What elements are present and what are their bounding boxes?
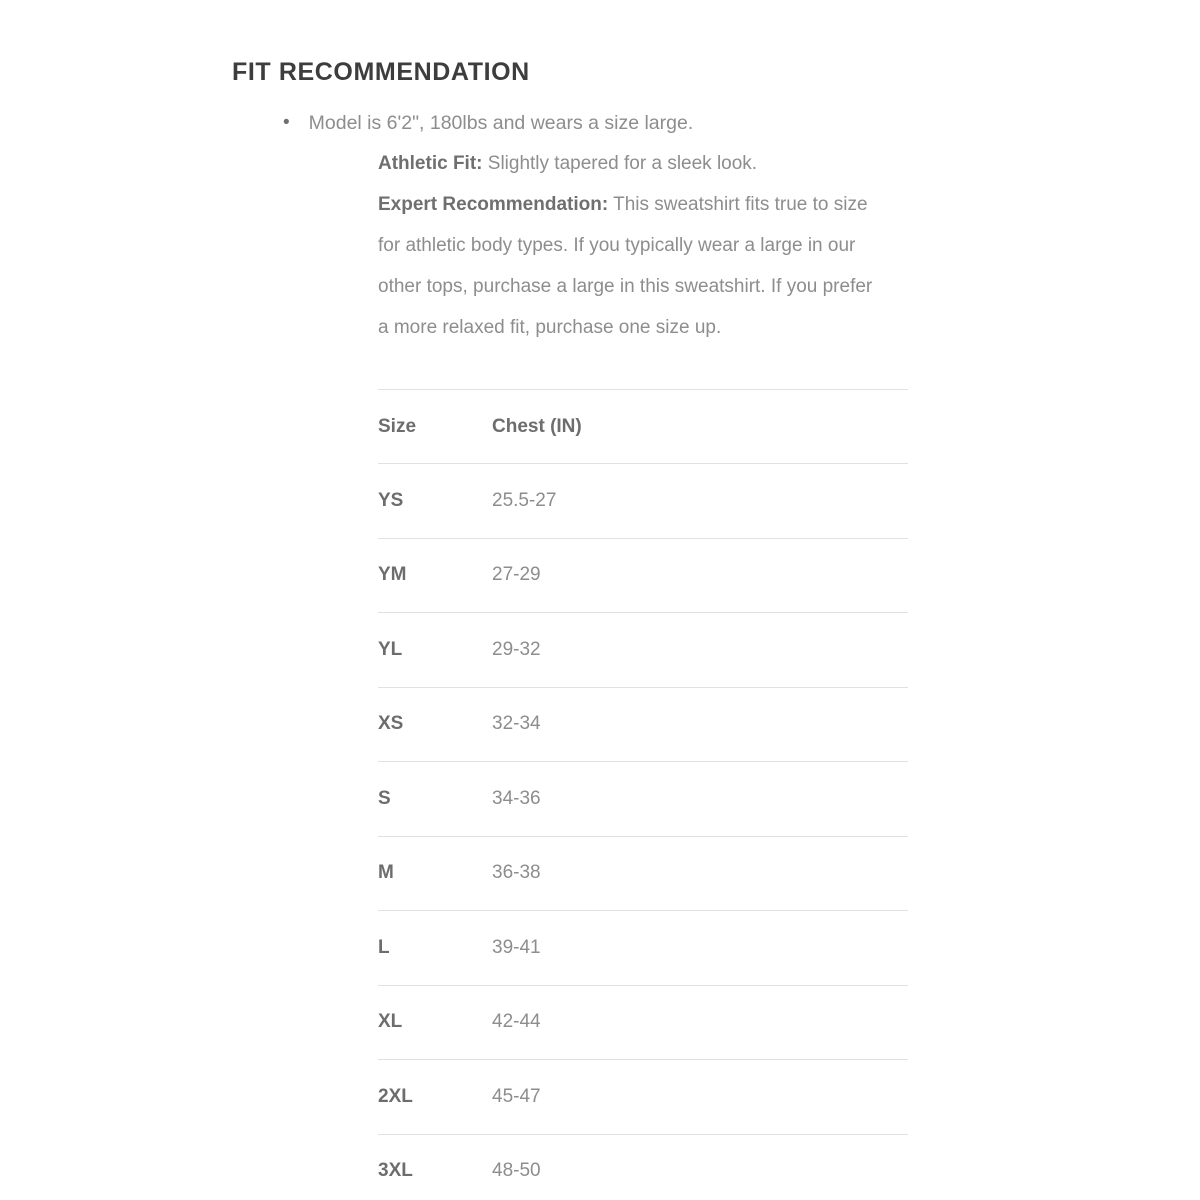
table-row (378, 463, 908, 538)
size-cell: 2XL (378, 1085, 413, 1107)
chest-cell: 27-29 (492, 564, 541, 586)
chest-cell: 45-47 (492, 1085, 541, 1107)
size-column-header: Size (378, 415, 417, 437)
table-header-row (378, 389, 908, 463)
chest-cell: 29-32 (492, 638, 541, 660)
size-cell: L (378, 936, 390, 958)
athletic-fit-text: Slightly tapered for a sleek look. (482, 153, 758, 174)
table-row (378, 985, 908, 1060)
chest-cell: 32-34 (492, 713, 541, 735)
size-cell: 3XL (378, 1160, 413, 1182)
chest-cell: 25.5-27 (492, 489, 557, 511)
model-note-text: Model is 6'2", 180lbs and wears a size large. (308, 112, 694, 134)
size-cell: YM (378, 564, 407, 586)
chest-cell: 39-41 (492, 936, 541, 958)
size-cell: YS (378, 489, 404, 511)
table-row (378, 761, 908, 836)
table-row (378, 687, 908, 762)
size-chart-table (378, 389, 908, 1200)
table-row (378, 1134, 908, 1200)
size-cell: XS (378, 713, 404, 735)
size-cell: YL (378, 638, 403, 660)
table-row (378, 612, 908, 687)
bullet-icon: • (283, 112, 290, 133)
section-title: FIT RECOMMENDATION (232, 57, 530, 86)
athletic-fit-note (378, 143, 883, 184)
chest-cell: 42-44 (492, 1011, 541, 1033)
chest-column-header: Chest (IN) (492, 415, 582, 437)
table-row (378, 836, 908, 911)
expert-recommendation-note (378, 184, 883, 348)
athletic-fit-label: Athletic Fit: (378, 153, 483, 174)
fit-details-block (378, 143, 883, 348)
model-note-list-item (283, 112, 693, 135)
size-cell: XL (378, 1011, 403, 1033)
chest-cell: 48-50 (492, 1160, 541, 1182)
table-row (378, 910, 908, 985)
chest-cell: 34-36 (492, 787, 541, 809)
table-row (378, 1059, 908, 1134)
size-cell: S (378, 787, 391, 809)
expert-recommendation-label: Expert Recommendation: (378, 194, 609, 215)
table-row (378, 538, 908, 613)
size-cell: M (378, 862, 394, 884)
chest-cell: 36-38 (492, 862, 541, 884)
expert-recommendation-text: This sweatshirt fits true to size for athletic body types. If you typically wear a large in our other tops, purchase a large in this sweatshirt. If you prefer a more relaxed fit, purchase one size up. (378, 194, 873, 338)
